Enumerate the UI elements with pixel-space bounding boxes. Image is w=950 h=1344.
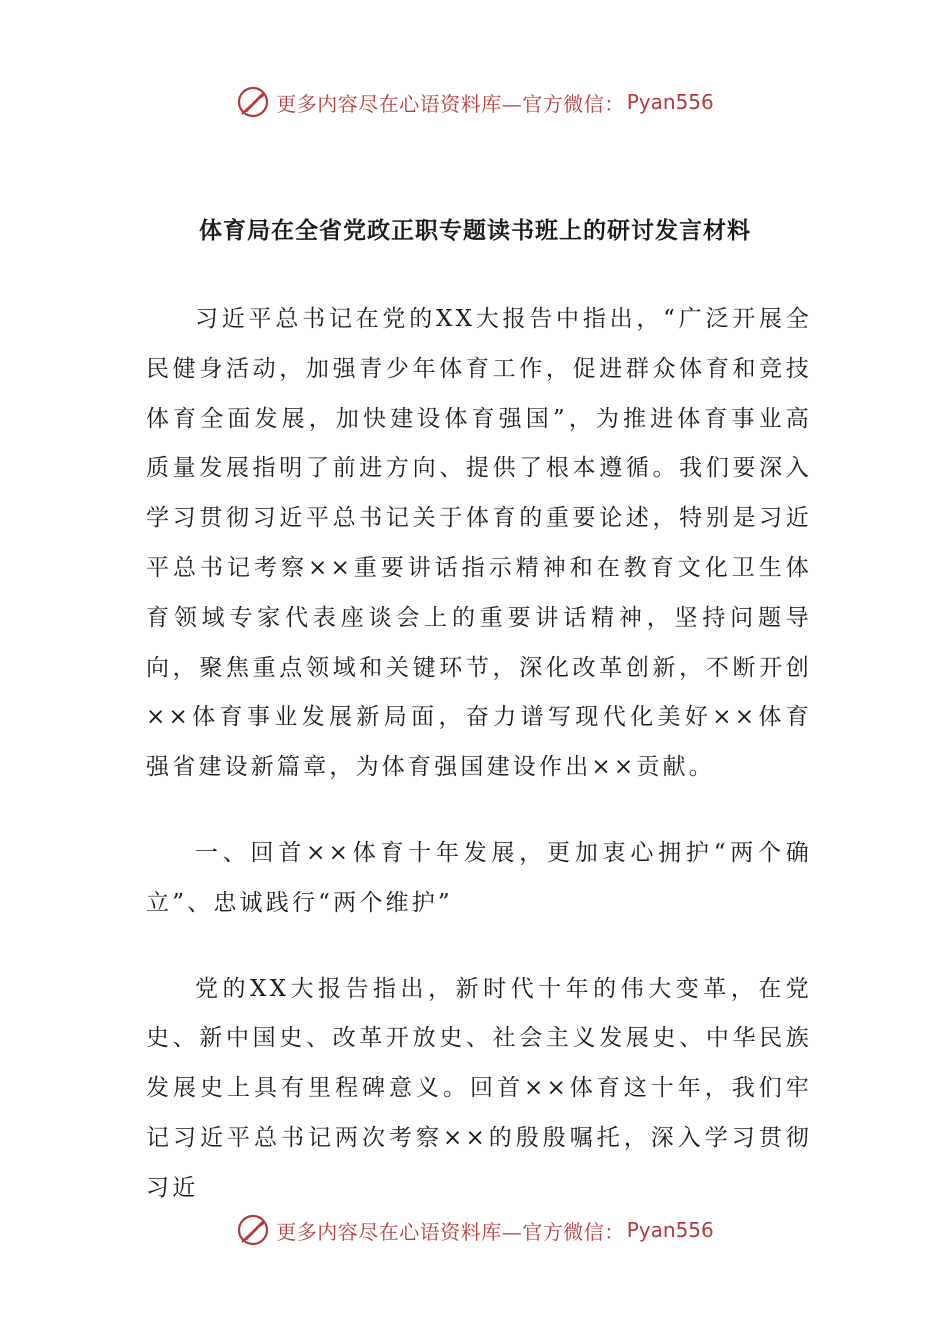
document-title: 体育局在全省党政正职专题读书班上的研讨发言材料 [199,218,751,244]
banner-text: 更多内容尽在心语资料库—官方微信： [276,1219,625,1244]
section-heading-1: 一、回首××体育十年发展，更加衷心拥护“两个确立”、忠诚践行“两个维护” [146,839,812,916]
footer-banner [0,1210,950,1250]
wechat-id: Pyan556 [626,90,714,114]
banner-text: 更多内容尽在心语资料库—官方微信： [276,91,625,116]
document-body [146,295,812,1250]
header-banner [0,82,950,122]
wechat-id: Pyan556 [626,1218,714,1242]
paragraph-section-1: 党的XX大报告指出，新时代十年的伟大变革，在党史、新中国史、改革开放史、社会主义发展史、中华民族发展史上具有里程碑意义。回首××体育这十年，我们牢记习近平总书记两次考察××的殷殷嘱托，深入学习贯彻习近 [146,975,812,1201]
quill-pen-logo-icon [236,85,270,119]
paragraph-intro: 习近平总书记在党的XX大报告中指出，“广泛开展全民健身活动，加强青少年体育工作，促进群众体育和竞技体育全面发展，加快建设体育强国”，为推进体育事业高质量发展指明了前进方向、提供了根本遵循。我们要深入学习贯彻习近平总书记关于体育的重要论述，特别是习近平总书记考察××重要讲话指示精神和在教育文化卫生体育领域专家代表座谈会上的重要讲话精神，坚持问题导向，聚焦重点领域和关键环节，深化改革创新，不断开创××体育事业发展新局面，奋力谱写现代化美好××体育强省建设新篇章，为体育强国建设作出××贡献。 [146,306,812,781]
quill-pen-logo-icon [236,1213,270,1247]
